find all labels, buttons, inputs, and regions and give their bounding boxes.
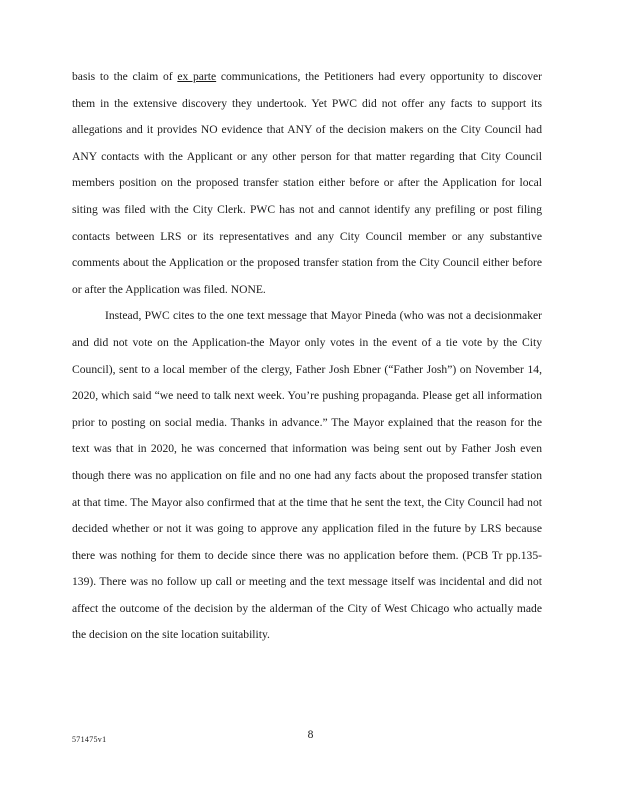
- body-text: [72, 64, 542, 649]
- ex-parte-term: ex parte: [177, 70, 217, 83]
- paragraph-1-rest: communications, the Petitioners had every opportunity to discover them in the extensive discovery they undertook. Yet PWC did not offer any facts to support its allegations and it provides NO evidence that ANY of the decision makers on the City Council had ANY contacts with the Applicant or any other person for that matter regarding that City Council members position on the proposed transfer station either before or after the Application for local siting was filed with the City Clerk. PWC has not and cannot identify any prefiling or post filing contacts between LRS or its representatives and any City Council member or any substantive comments about the Application or the proposed transfer station from the City Council either before or after the Application was filed. NONE.: [72, 70, 542, 296]
- page-number: 8: [307, 728, 314, 741]
- paragraph-1: [72, 64, 542, 303]
- paragraph-1-start: basis to the claim of: [72, 70, 178, 83]
- paragraph-2: Instead, PWC cites to the one text message that Mayor Pineda (who was not a decisionmaker and did not vote on the Application-the Mayor only votes in the event of a tie vote by the City Council), sent to a local member of the clergy, Father Josh Ebner (“Father Josh”) on November 14, 2020, which said “we need to talk next week. You’re pushing propaganda. Please get all information prior to posting on social media. Thanks in advance.” The Mayor explained that the reason for the text was that in 2020, he was concerned that information was being sent out by Father Josh even though there was no application on file and no one had any facts about the proposed transfer station at that time. The Mayor also confirmed that at the time that he sent the text, the City Council had not decided whether or not it was going to approve any application filed in the future by LRS because there was nothing for them to decide since there was no application before them. (PCB Tr pp.135-139). There was no follow up call or meeting and the text message itself was incidental and did not affect the outcome of the decision by the alderman of the City of West Chicago who actually made the decision on the site location suitability.: [72, 309, 542, 642]
- document-id: 571475v1: [72, 735, 107, 744]
